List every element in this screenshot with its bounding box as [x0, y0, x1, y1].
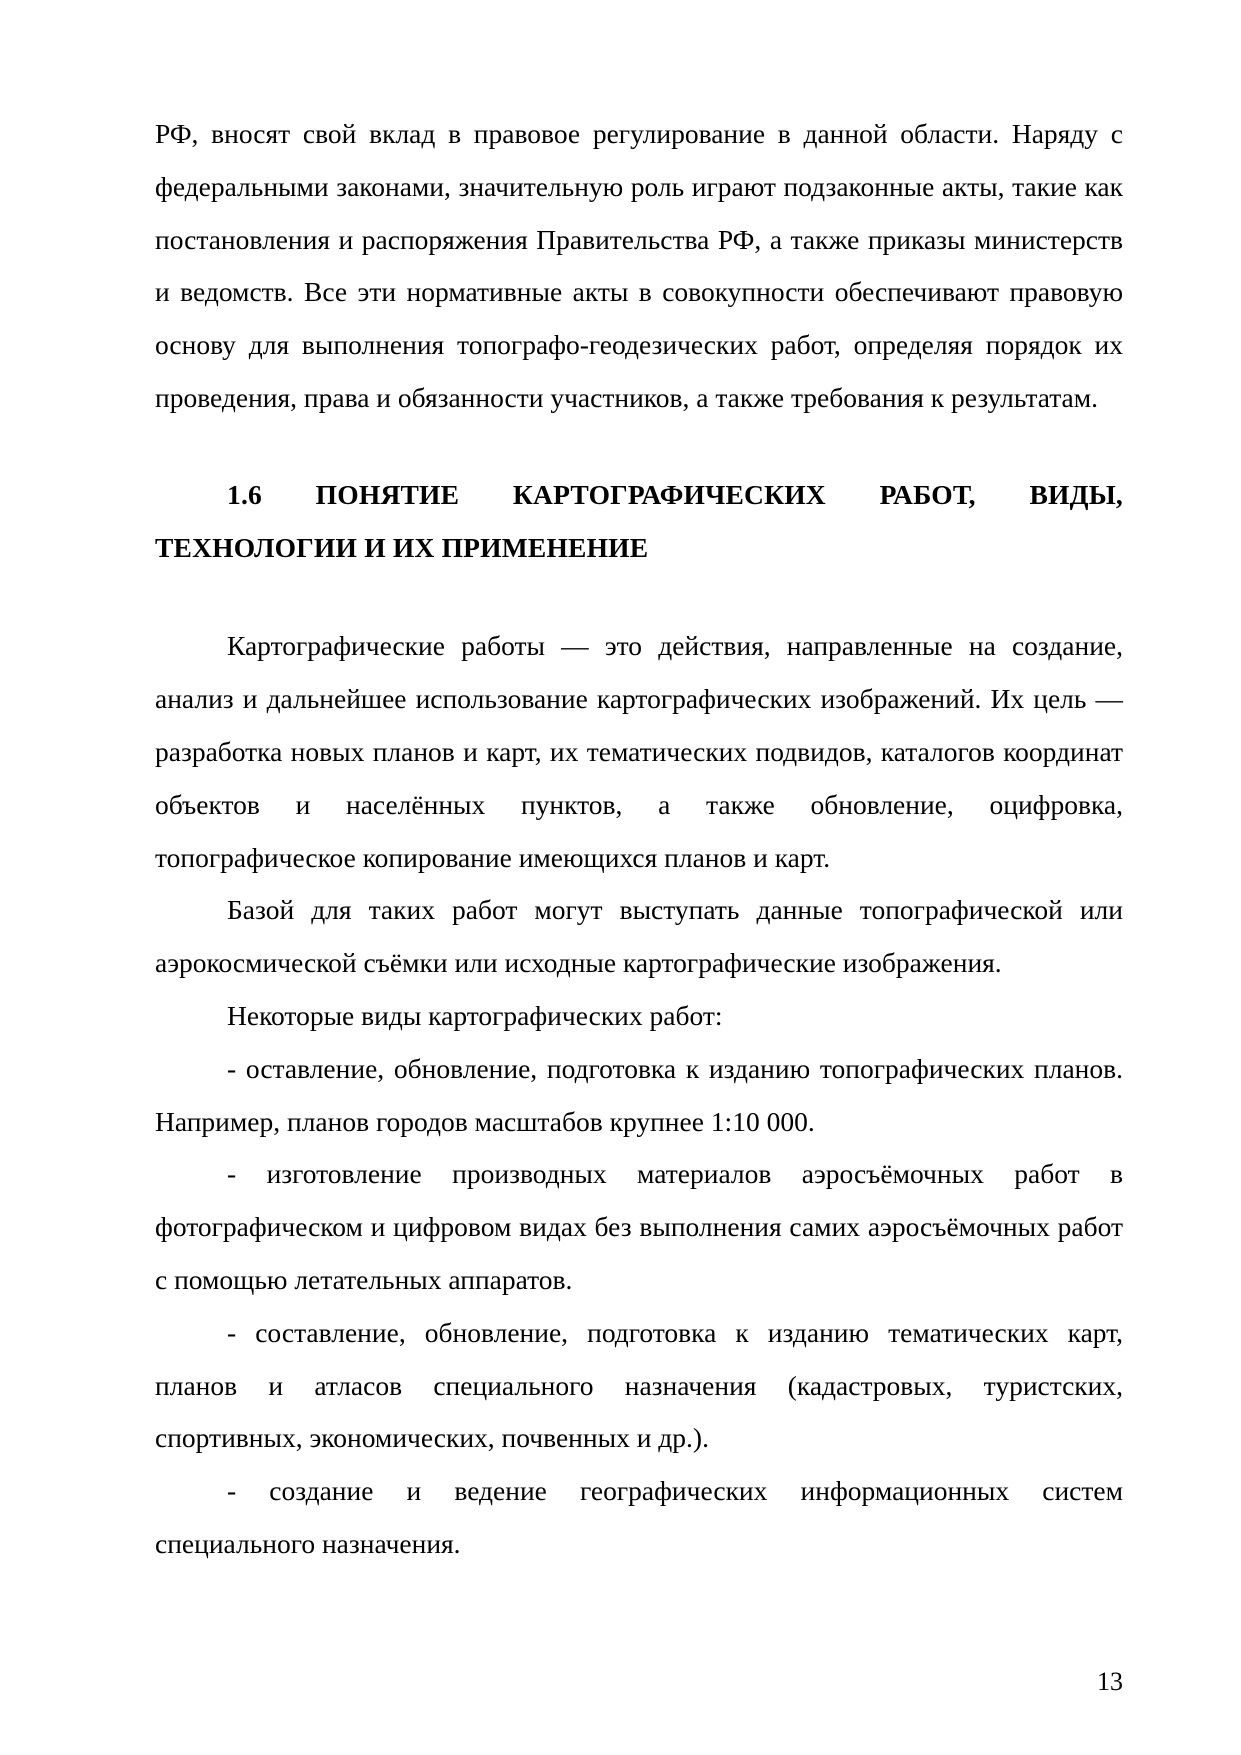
page-number: 13 [1097, 1667, 1123, 1696]
list-item: - оставление, обновление, подготовка к изданию топографических планов. Например, планов городов масштабов крупнее 1:10 000. [155, 1052, 1123, 1137]
list-item: - создание и ведение географических информационных систем специального назначения. [155, 1475, 1123, 1559]
paragraph-basis: Базой для таких работ могут выступать данные топографической или аэрокосмической съёмки или исходные картографические изображения. [155, 894, 1123, 979]
list-item: - изготовление производных материалов аэросъёмочных работ в фотографическом и цифровом видах без выполнения самих аэросъёмочных работ с помощью летательных аппаратов. [155, 1158, 1123, 1295]
section-heading: 1.6 ПОНЯТИЕ КАРТОГРАФИЧЕСКИХ РАБОТ, ВИДЫ, ТЕХНОЛОГИИ И ИХ ПРИМЕНЕНИЕ [155, 478, 1123, 563]
heading-spacer [155, 574, 1123, 620]
document-body [155, 108, 1123, 1571]
paragraph-definition: Картографические работы — это действия, направленные на создание, анализ и дальнейшее использование картографических изображений. Их цель — разработка новых планов и карт, их тематических подвидов, каталогов координат объектов и населённых пунктов, а также обновление, оцифровка, топографическое копирование имеющихся планов и карт. [155, 630, 1123, 873]
paragraph-list-intro: Некоторые виды картографических работ: [227, 999, 723, 1031]
list-item: - составление, обновление, подготовка к изданию тематических карт, планов и атласов специального назначения (кадастровых, туристских, спортивных, экономических, почвенных и др.). [155, 1316, 1123, 1454]
paragraph-continuation: РФ, вносят свой вклад в правовое регулирование в данной области. Наряду с федеральными законами, значительную роль играют подзаконные акты, такие как постановления и распоряжения Правительства РФ, а также приказы министерств и ведомств. Все эти нормативные акты в совокупности обеспечивают правовую основу для выполнения топографо-геодезических работ, определяя порядок их проведения, права и обязанности участников, а также требования к результатам. [155, 118, 1123, 413]
